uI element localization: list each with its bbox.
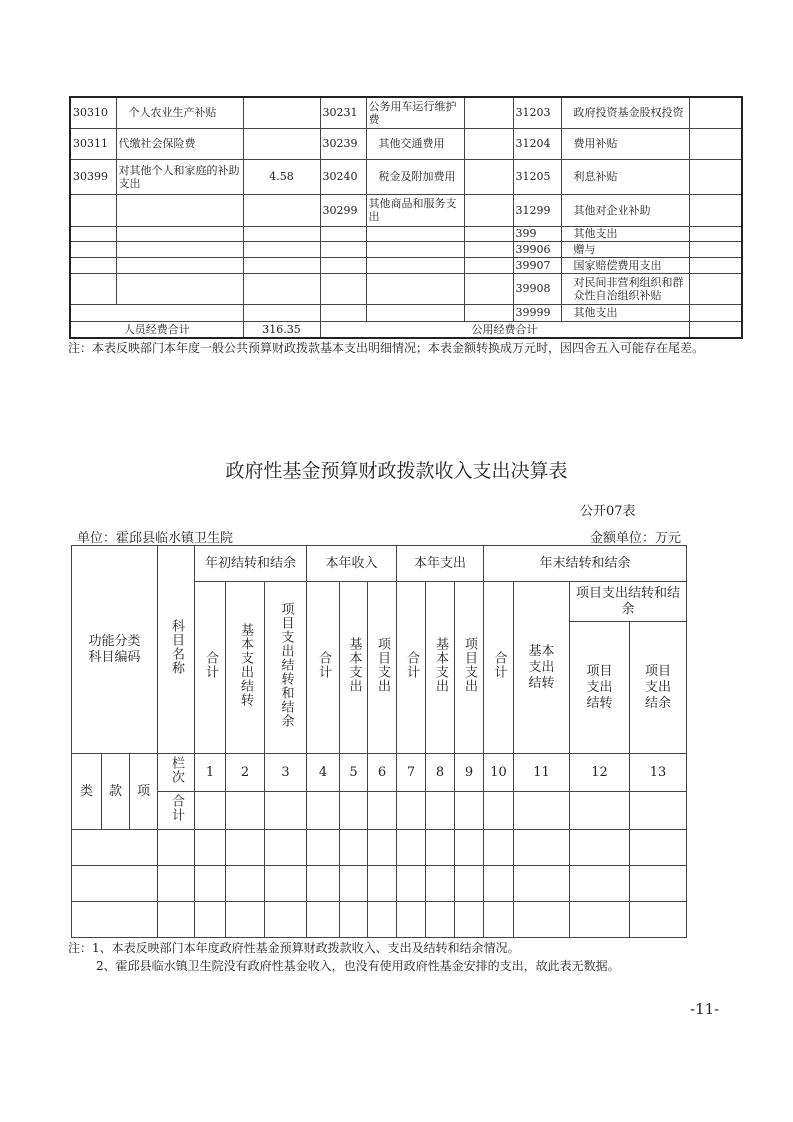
cell-amount: [243, 97, 320, 128]
cell-code: [70, 273, 116, 304]
cell-name: 其他交通费用: [366, 128, 464, 159]
data-cell: [307, 830, 340, 866]
cell-amount: [689, 194, 742, 226]
top-table-note: 注：本表反映部门本年度一般公共预算财政拨款基本支出明细情况；本表金额转换成万元时，因四舍五入可能存在尾差。: [68, 341, 705, 355]
cell-code: 30399: [70, 159, 116, 194]
cell-code: 31205: [513, 159, 561, 194]
data-cell: [455, 902, 484, 938]
cell-code: 31203: [513, 97, 561, 128]
table-row: [70, 97, 742, 128]
header-subject-name: 科目名称: [158, 546, 195, 754]
data-cell: [340, 902, 368, 938]
column-number: 8: [426, 754, 455, 792]
empty-code-cell: [72, 866, 158, 902]
cell-amount: [689, 97, 742, 128]
cell-amount: [243, 273, 320, 304]
cell-code: 30240: [320, 159, 366, 194]
data-cell: [484, 902, 514, 938]
header-xiang: 项: [130, 754, 158, 830]
cell-name: [366, 304, 464, 321]
total-cell: [397, 792, 426, 830]
header-income-project: 项目支出: [368, 582, 397, 754]
cell-amount: [243, 257, 320, 273]
data-cell: [484, 830, 514, 866]
data-cell: [630, 830, 687, 866]
table-row: [70, 194, 742, 226]
column-number: 13: [630, 754, 687, 792]
cell-code: [320, 257, 366, 273]
data-cell: [514, 866, 570, 902]
cell-name: 代缴社会保险费: [116, 128, 243, 159]
total-cell: [630, 792, 687, 830]
data-cell: [226, 902, 265, 938]
column-number: 1: [195, 754, 226, 792]
data-cell: [397, 866, 426, 902]
table-row: [70, 273, 742, 304]
header-column-no: 栏次: [158, 754, 195, 792]
empty-code-cell: [72, 902, 158, 938]
table-row: [70, 304, 742, 321]
total-cell: [570, 792, 630, 830]
cell-name: [366, 241, 464, 257]
cell-name: [116, 273, 243, 304]
header-begin-balance: 年初结转和结余: [195, 546, 307, 582]
unit-label: 单位：霍邱县临水镇卫生院: [77, 531, 234, 546]
data-cell: [340, 830, 368, 866]
data-cell: [158, 866, 195, 902]
cell-name: 费用补贴: [561, 128, 689, 159]
header-expense-basic: 基本支出: [426, 582, 455, 754]
data-row: [72, 866, 687, 902]
cell-amount: [243, 241, 320, 257]
data-row: [72, 830, 687, 866]
column-number: 10: [484, 754, 514, 792]
cell-amount: [464, 241, 513, 257]
data-cell: [307, 866, 340, 902]
data-cell: [226, 866, 265, 902]
data-cell: [265, 830, 307, 866]
table-row: [70, 241, 742, 257]
header-end-balance: 年末结转和结余: [484, 546, 687, 582]
page-title: 政府性基金预算财政拨款收入支出决算表: [225, 460, 568, 482]
column-number: 2: [226, 754, 265, 792]
data-cell: [265, 866, 307, 902]
cell-code: [70, 257, 116, 273]
cell-code: [70, 241, 116, 257]
column-number: 11: [514, 754, 570, 792]
data-cell: [630, 902, 687, 938]
cell-amount: [464, 159, 513, 194]
cell-amount: [464, 194, 513, 226]
cell-name: 其他商品和服务支出: [366, 194, 464, 226]
cell-name: 其他支出: [561, 304, 689, 321]
cell-amount: [243, 128, 320, 159]
public-total-value: [689, 321, 742, 338]
cell-name: 赠与: [561, 241, 689, 257]
cell-code: 30310: [70, 97, 116, 128]
header-income-basic: 基本支出: [340, 582, 368, 754]
data-cell: [514, 830, 570, 866]
cell-name: 其他对企业补助: [561, 194, 689, 226]
cell-name: 公务用车运行维护费: [366, 97, 464, 128]
cell-amount: [243, 304, 320, 321]
cell-amount: [464, 128, 513, 159]
total-cell: [307, 792, 340, 830]
cell-code: 30239: [320, 128, 366, 159]
form-number: 公开07表: [580, 504, 636, 519]
cell-amount: [689, 273, 742, 304]
total-cell: [426, 792, 455, 830]
data-cell: [397, 830, 426, 866]
data-cell: [158, 902, 195, 938]
column-number: 12: [570, 754, 630, 792]
data-cell: [514, 902, 570, 938]
header-lei: 类: [72, 754, 102, 830]
data-cell: [368, 866, 397, 902]
cell-code: 39906: [513, 241, 561, 257]
data-cell: [340, 866, 368, 902]
data-cell: [455, 830, 484, 866]
column-number: 5: [340, 754, 368, 792]
cell-amount: [464, 226, 513, 241]
header-end-total: 合计: [484, 582, 514, 754]
page-number: -11-: [690, 1000, 720, 1018]
total-cell: [455, 792, 484, 830]
cell-code: 30231: [320, 97, 366, 128]
total-cell: [195, 792, 226, 830]
total-row: [70, 321, 742, 338]
cell-amount: [464, 304, 513, 321]
fund-budget-table: [71, 545, 687, 938]
cell-code: [70, 226, 116, 241]
cell-name: 政府投资基金股权投资: [561, 97, 689, 128]
data-cell: [226, 830, 265, 866]
header-begin-basic: 基本支出结转: [226, 582, 265, 754]
total-cell: [226, 792, 265, 830]
header-end-project-surplus: 项目支出结余: [630, 622, 687, 754]
column-number: 9: [455, 754, 484, 792]
cell-name: [366, 273, 464, 304]
cell-name: 其他支出: [561, 226, 689, 241]
data-cell: [265, 902, 307, 938]
cell-code: 39999: [513, 304, 561, 321]
cell-code: [320, 273, 366, 304]
header-income: 本年收入: [307, 546, 397, 582]
amount-unit-label: 金额单位：万元: [590, 531, 682, 546]
data-cell: [426, 902, 455, 938]
data-cell: [484, 866, 514, 902]
bottom-note-2: 2、霍邱县临水镇卫生院没有政府性基金收入，也没有使用政府性基金安排的支出，故此表无数据。: [96, 959, 620, 973]
data-cell: [426, 830, 455, 866]
cell-code: 31299: [513, 194, 561, 226]
cell-code: [320, 304, 366, 321]
data-cell: [158, 830, 195, 866]
merged-cell: [70, 304, 243, 321]
header-end-project-carry: 项目支出结转: [570, 622, 630, 754]
empty-code-cell: [72, 830, 158, 866]
data-cell: [455, 866, 484, 902]
cell-amount: [243, 226, 320, 241]
cell-code: 39907: [513, 257, 561, 273]
total-cell: [484, 792, 514, 830]
data-cell: [307, 902, 340, 938]
cell-amount: [689, 304, 742, 321]
bottom-note-1: 注：1、本表反映部门本年度政府性基金预算财政拨款收入、支出及结转和结余情况。: [68, 941, 520, 955]
cell-amount: [464, 97, 513, 128]
header-end-basic: 基本支出结转: [514, 582, 570, 754]
cell-code: [70, 194, 116, 226]
cell-amount: [464, 257, 513, 273]
data-cell: [195, 902, 226, 938]
cell-code: 30299: [320, 194, 366, 226]
header-expense-project: 项目支出: [455, 582, 484, 754]
cell-name: 国家赔偿费用支出: [561, 257, 689, 273]
column-number: 7: [397, 754, 426, 792]
personnel-total-label: 人员经费合计: [70, 321, 243, 338]
cell-amount: [464, 273, 513, 304]
table-row: [70, 128, 742, 159]
data-cell: [570, 866, 630, 902]
cell-name: [116, 194, 243, 226]
cell-name: [116, 226, 243, 241]
total-cell: [265, 792, 307, 830]
data-cell: [195, 830, 226, 866]
public-total-label: 公用经费合计: [320, 321, 689, 338]
column-number: 4: [307, 754, 340, 792]
table-row: [70, 159, 742, 194]
cell-amount: [243, 194, 320, 226]
header-func-code: 功能分类科目编码: [72, 546, 158, 754]
column-number: 3: [265, 754, 307, 792]
header-income-total: 合计: [307, 582, 340, 754]
header-begin-project: 项目支出结转和结余: [265, 582, 307, 754]
cell-amount: [689, 241, 742, 257]
header-end-project: 项目支出结转和结余: [570, 582, 687, 622]
data-cell: [426, 866, 455, 902]
data-cell: [397, 902, 426, 938]
header-expense-total: 合计: [397, 582, 426, 754]
cell-name: 对其他个人和家庭的补助支出: [116, 159, 243, 194]
data-cell: [630, 866, 687, 902]
cell-amount: [689, 159, 742, 194]
cell-name: 利息补贴: [561, 159, 689, 194]
cell-name: [366, 226, 464, 241]
data-cell: [368, 902, 397, 938]
cell-code: 30311: [70, 128, 116, 159]
table-row: [70, 257, 742, 273]
cell-code: 399: [513, 226, 561, 241]
cell-name: 个人农业生产补贴: [116, 97, 243, 128]
cell-name: 税金及附加费用: [366, 159, 464, 194]
data-cell: [368, 830, 397, 866]
cell-amount: [689, 128, 742, 159]
cell-name: [116, 257, 243, 273]
row-total-label: 合计: [158, 792, 195, 830]
cell-code: [320, 226, 366, 241]
table-row: [70, 226, 742, 241]
cell-name: [366, 257, 464, 273]
column-number: 6: [368, 754, 397, 792]
cell-name: [116, 241, 243, 257]
total-cell: [340, 792, 368, 830]
data-cell: [570, 902, 630, 938]
header-expense: 本年支出: [397, 546, 484, 582]
cell-code: 39908: [513, 273, 561, 304]
cell-amount: 4.58: [243, 159, 320, 194]
cell-code: 31204: [513, 128, 561, 159]
cell-code: [320, 241, 366, 257]
total-cell: [368, 792, 397, 830]
cell-amount: [689, 257, 742, 273]
data-cell: [570, 830, 630, 866]
header-begin-total: 合计: [195, 582, 226, 754]
cell-name: 对民间非营利组织和群众性自治组织补贴: [561, 273, 689, 304]
header-kuan: 款: [102, 754, 130, 830]
total-cell: [514, 792, 570, 830]
data-row: [72, 902, 687, 938]
personnel-total-value: 316.35: [243, 321, 320, 338]
data-cell: [195, 866, 226, 902]
basic-expenditure-table: [69, 96, 743, 339]
cell-amount: [689, 226, 742, 241]
